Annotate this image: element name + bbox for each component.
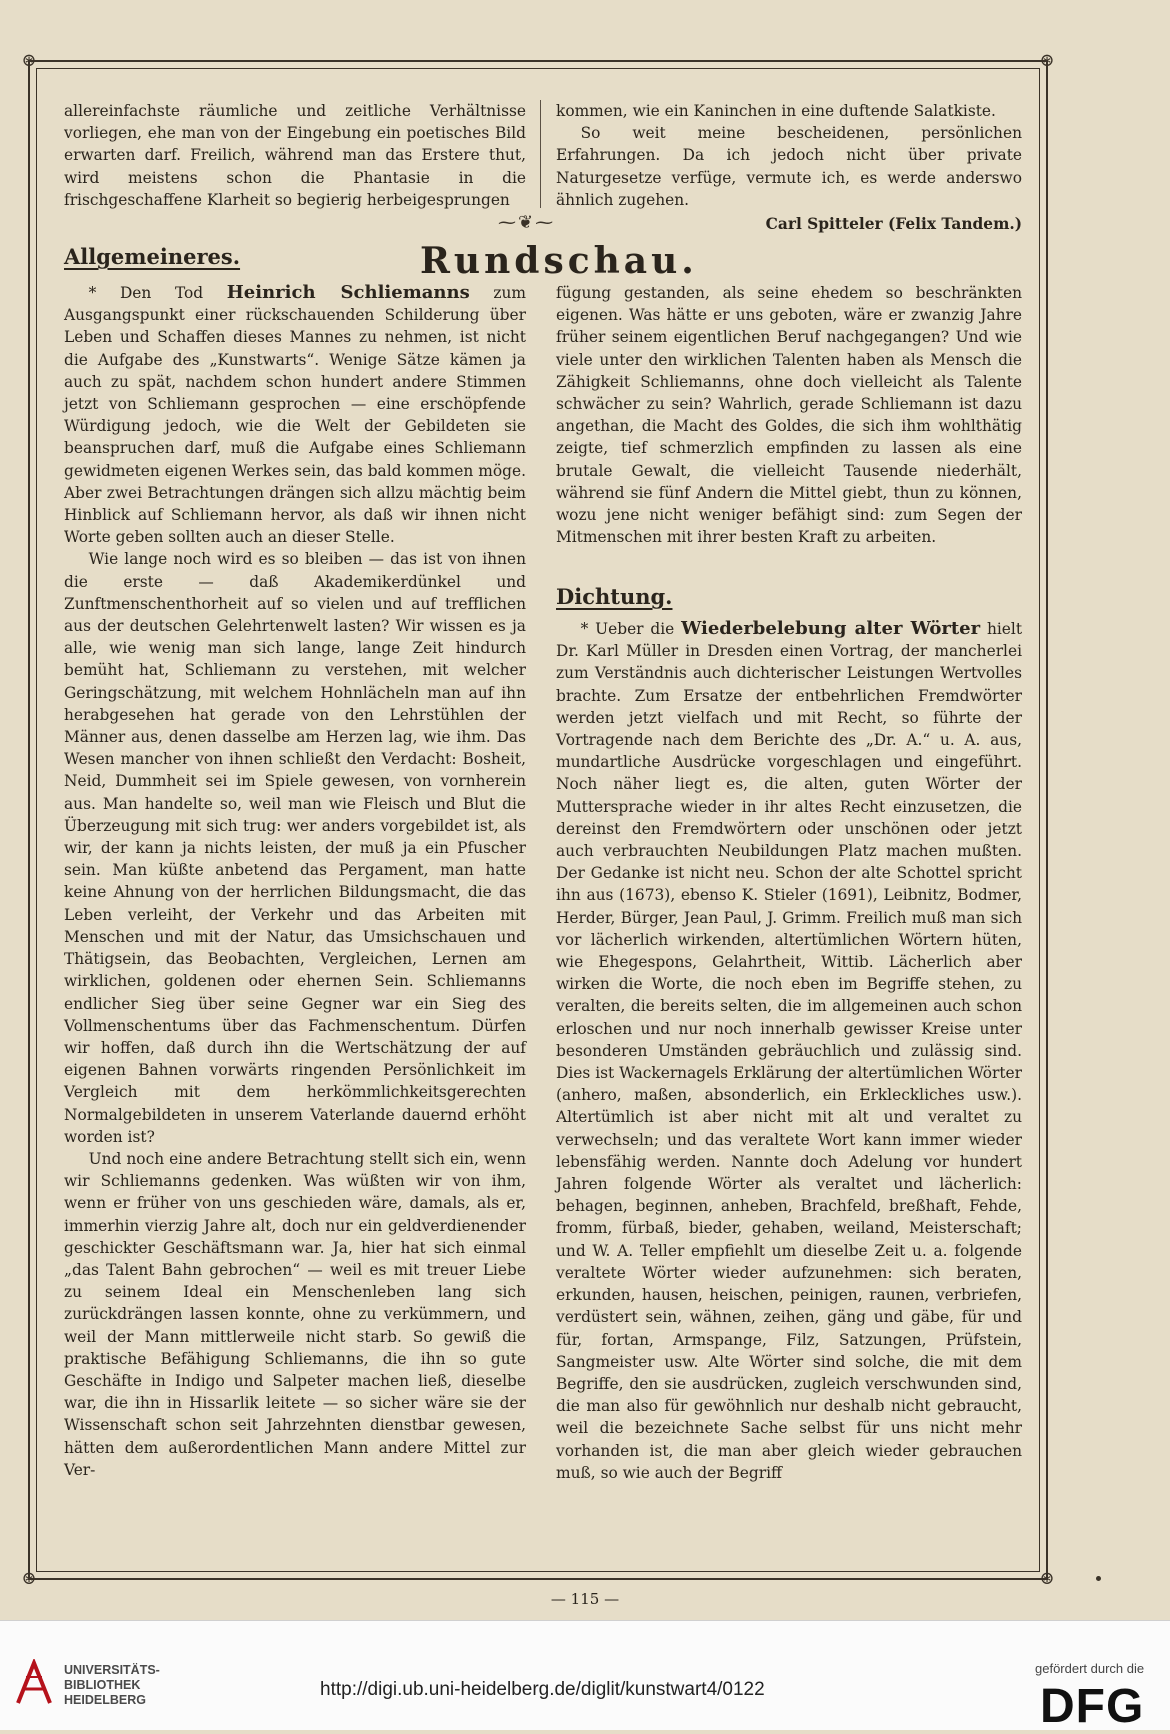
paragraph: allereinfachste räumliche und zeitliche Verhältnisse vorliegen, ehe man von der Eingebung ein poetisches Bild erwarten darf. Freilich, während man das Erstere thut, wird meistens schon die Phantasie in die frischgeschaffene Klarheit so begierig herbeigesprungen [64,102,526,209]
author-signature: Carl Spitteler (Felix Tandem.) [765,215,1022,234]
right-column-dichtung [556,618,1022,1484]
paragraph: Wie lange noch wird es so bleiben — das ist von ihnen die erste — daß Akademikerdünkel und Zunftmenschenthorheit auf so vielen und auf trefflichen aus der deutschen Gelehrtenwelt lasten? Wir wissen es ja alle, wie wenig man sich lange, lange Zeit hindurch bemüht hat, Schliemann zu verstehen, mit welcher Geringschätzung, mit welchem Hohnlächeln man auf ihn herabgesehen hat gerade von den Lehrstühlen der Männer aus, denen dasselbe am Herzen lag, wie ihm. Das Wesen mancher von ihnen schließt den Verdacht: Bosheit, Neid, Dummheit sei im Spiele gewesen, von vornherein aus. Man handelte so, weil man wie Fleisch und Blut die Überzeugung mit sich trug: wer anders vorgebildet ist, als wir, der kann ja nichts leisten, der muß ja ein Pfuscher sein. Man küßte anbetend das Pergament, man hatte keine Ahnung von der herrlichen Bildungsmacht, die das Leben verleiht, der Verkehr und das Arbeiten mit Menschen und mit der Natur, das Umsichschauen und Thätigsein, das Beobachten, Vergleichen, Lernen am wirklichen, goldenen oder ehernen Sein. Schliemanns endlicher Sieg über seine Gegner war ein Sieg des Vollmenschentums über das Fachmenschentum. Dürfen wir hoffen, daß durch ihn die Wertschätzung der auf eigenen Bahnen vorwärts ringenden Persönlichkeit im Vergleich mit dem herkömmlichkeitsgerechten Normalgebildeten in unserem Vaterlande dauernd erhöht worden ist? [64,550,526,1146]
highlighted-title: Wiederbelebung alter Wörter [681,618,981,639]
right-column-body [556,282,1022,548]
university-logo-icon [14,1659,54,1707]
paragraph: Und noch eine andere Betrachtung stellt sich ein, wenn wir Schliemanns gedenken. Was wüßten wir von ihm, wenn er früher von uns geschieden wäre, damals, als er, immerhin vierzig Jahre alt, doch nur ein geldverdienender geschickter Geschäftsmann war. Ja, hier hat sich einmal „das Talent Bahn gebrochen“ — weil es mit treuer Liebe zu seinem Ideal ein Menschenleben lang sich zurückdrängen lassen konnte, ohne zu verkümmern, und weil der Mann mittlerweile nicht starb. So gewiß die praktische Befähigung Schliemanns, die ihn so gute Geschäfte in Indigo und Salpeter machen ließ, dieselbe war, die ihn in Hissarlik leitete — so sicher wäre sie der Wissenschaft schon seit Jahrzehnten dienstbar gewesen, hätten dem außerordentlichen Mann andere Mittel zur Ver- [64,1149,526,1479]
dfg-logo: DFG [1040,1680,1145,1733]
page-title: Rundschau. [420,240,698,282]
section-heading-allgemeineres: Allgemeineres. [64,244,241,269]
footer-bar [0,1620,1170,1733]
text-span: zum Ausgangspunkt einer rückschauenden Schilderung über Leben und Schaffen dieses Mannes zu nehmen, ist nicht die Aufgabe des „Kunstwarts“. Wenige Sätze kämen ja auch zu spät, nachdem schon hundert andere Stimmen jetzt von Schliemann gesprochen — eine erschöpfende Würdigung jedoch, wie die Welt der Gebildeten sie beanspruchen darf, muß die Aufgabe eines Schliemann gewidmeten eigenen Werkes sein, das bald kommen möge. Aber zwei Betrachtungen drängen sich allzu mächtig beim Hinblick auf Schliemann hervor, als daß wir ihnen nicht Worte geben sollten auch an dieser Stelle. [64,284,526,547]
source-url-link[interactable]: http://digi.ub.uni-heidelberg.de/diglit/kunstwart4/0122 [320,1679,765,1700]
top-right-column [556,100,1022,235]
column-divider [540,100,541,208]
ornament-divider-icon: ⁓❦⁓ [498,212,556,233]
corner-ornament-icon: ⊛ [21,1568,37,1589]
university-name [64,1663,160,1708]
paragraph: kommen, wie ein Kaninchen in eine duftende Salatkiste. [556,102,996,120]
text-span: * Ueber die [580,620,682,638]
paragraph [556,618,1022,1484]
top-left-column [64,100,526,211]
university-name-line: BIBLIOTHEK [64,1678,141,1692]
corner-ornament-icon: ⊛ [1039,50,1055,71]
funded-by-label: gefördert durch die [1035,1661,1145,1676]
highlighted-name: Heinrich Schliemanns [226,282,470,303]
dot-mark [1096,1576,1101,1581]
page-number: — 115 — [550,1590,620,1608]
university-name-line: HEIDELBERG [64,1693,146,1707]
university-name-line: UNIVERSITÄTS- [64,1663,160,1677]
text-span: hielt Dr. Karl Müller in Dresden einen Vortrag, der mancherlei zum Verständnis auch dichterischer Leistungen Wertvolles brachte. Zum Ersatze der entbehrlichen Fremdwörter werden jetzt vielfach und mit Recht, so führte der Vortragende nach dem Berichte des „Dr. A.“ u. A. aus, mundartliche Ausdrücke vorgeschlagen und eingeführt. Noch näher liegt es, die alten, guten Wörter der Muttersprache wieder in ihr altes Recht einzusetzen, die dereinst den Fremdwörtern oder unschönen oder jetzt auch verbrauchten Neubildungen Platz machen mußten. Der Gedanke ist nicht neu. Schon der alte Schottel spricht ihn aus (1673), ebenso K. Stieler (1691), Leibnitz, Bodmer, Herder, Bürger, Jean Paul, J. Grimm. Freilich muß man sich vor lächerlich wirkenden, altertümlichen Wörtern hüten, wie Ehegespons, Gelahrtheit, Wittib. Lächerlich aber wirken die Worte, die noch eben im Begriffe stehen, zu veralten, die bereits selten, die im allgemeinen auch schon erloschen und nur noch innerhalb gewisser Kreise unter besonderen Umständen gebräuchlich und zulässig sind. Dies ist Wackernagels Erklärung der altertümlichen Wörter (anhero, maßen, absonderlich, ein Erkleckliches usw.). Altertümlich ist aber nicht mit alt und veraltet zu verwechseln; und das veraltete Wort kann immer wieder lebensfähig werden. Nannte doch Adelung vor hundert Jahren folgende Wörter als veraltet und lächerlich: behagen, beginnen, anheben, Brachfeld, breßhaft, Fehde, fromm, fürbaß, bieder, gehaben, weiland, Meisterschaft; und W. A. Teller empfiehlt um dieselbe Zeit u. a. folgende veraltete Wörter wieder aufzunehmen: sich beraten, erkunden, hausen, heischen, peinigen, raunen, verbriefen, verdüstert sein, wähnen, zeihen, gäng und gäbe, für und für, fortan, Armspange, Filz, Satzungen, Prüfstein, Sangmeister usw. Alte Wörter sind solche, die mit dem Begriffe, den sie ausdrücken, zugleich verschwunden sind, die man also für gewöhnlich nur deshalb nicht gebraucht, weil die bezeichnete Sache selbst für uns nicht mehr vorhanden ist, die man aber gleich wieder gebrauchen muß, so wie auch der Begriff [556,620,1023,1482]
corner-ornament-icon: ⊛ [1039,1568,1055,1589]
paragraph [64,282,526,548]
paragraph: So weit meine bescheidenen, persönlichen Erfahrungen. Da ich jedoch nicht über private Naturgesetze verfüge, vermute ich, es werde anderswo ähnlich zugehen. [556,124,1022,209]
text-span: * Den Tod [88,284,227,302]
section-heading-dichtung: Dichtung. [556,584,673,609]
left-column-body [64,282,526,1481]
paragraph: fügung gestanden, als seine ehedem so beschränkten eigenen. Was hätte er uns geboten, wäre er zwanzig Jahre früher seinem eigentlichen Beruf nachgegangen? Und wie viele unter den wirklichen Talenten haben als Mensch die Zähigkeit Schliemanns, ohne doch vielleicht als Talente schwächer zu sein? Wahrlich, gerade Schliemann ist dazu angethan, die Macht des Goldes, die sich ihm wohlthätig zeigte, tief schmerzlich empfinden zu lassen als eine brutale Gewalt, die vielleicht Tausende niederhält, während sie fünf Andern die Mittel giebt, thun zu können, wozu jene nicht weniger befähigt sind: zum Segen der Mitmenschen mit ihrer besten Kraft zu arbeiten. [556,284,1022,547]
corner-ornament-icon: ⊛ [21,50,37,71]
